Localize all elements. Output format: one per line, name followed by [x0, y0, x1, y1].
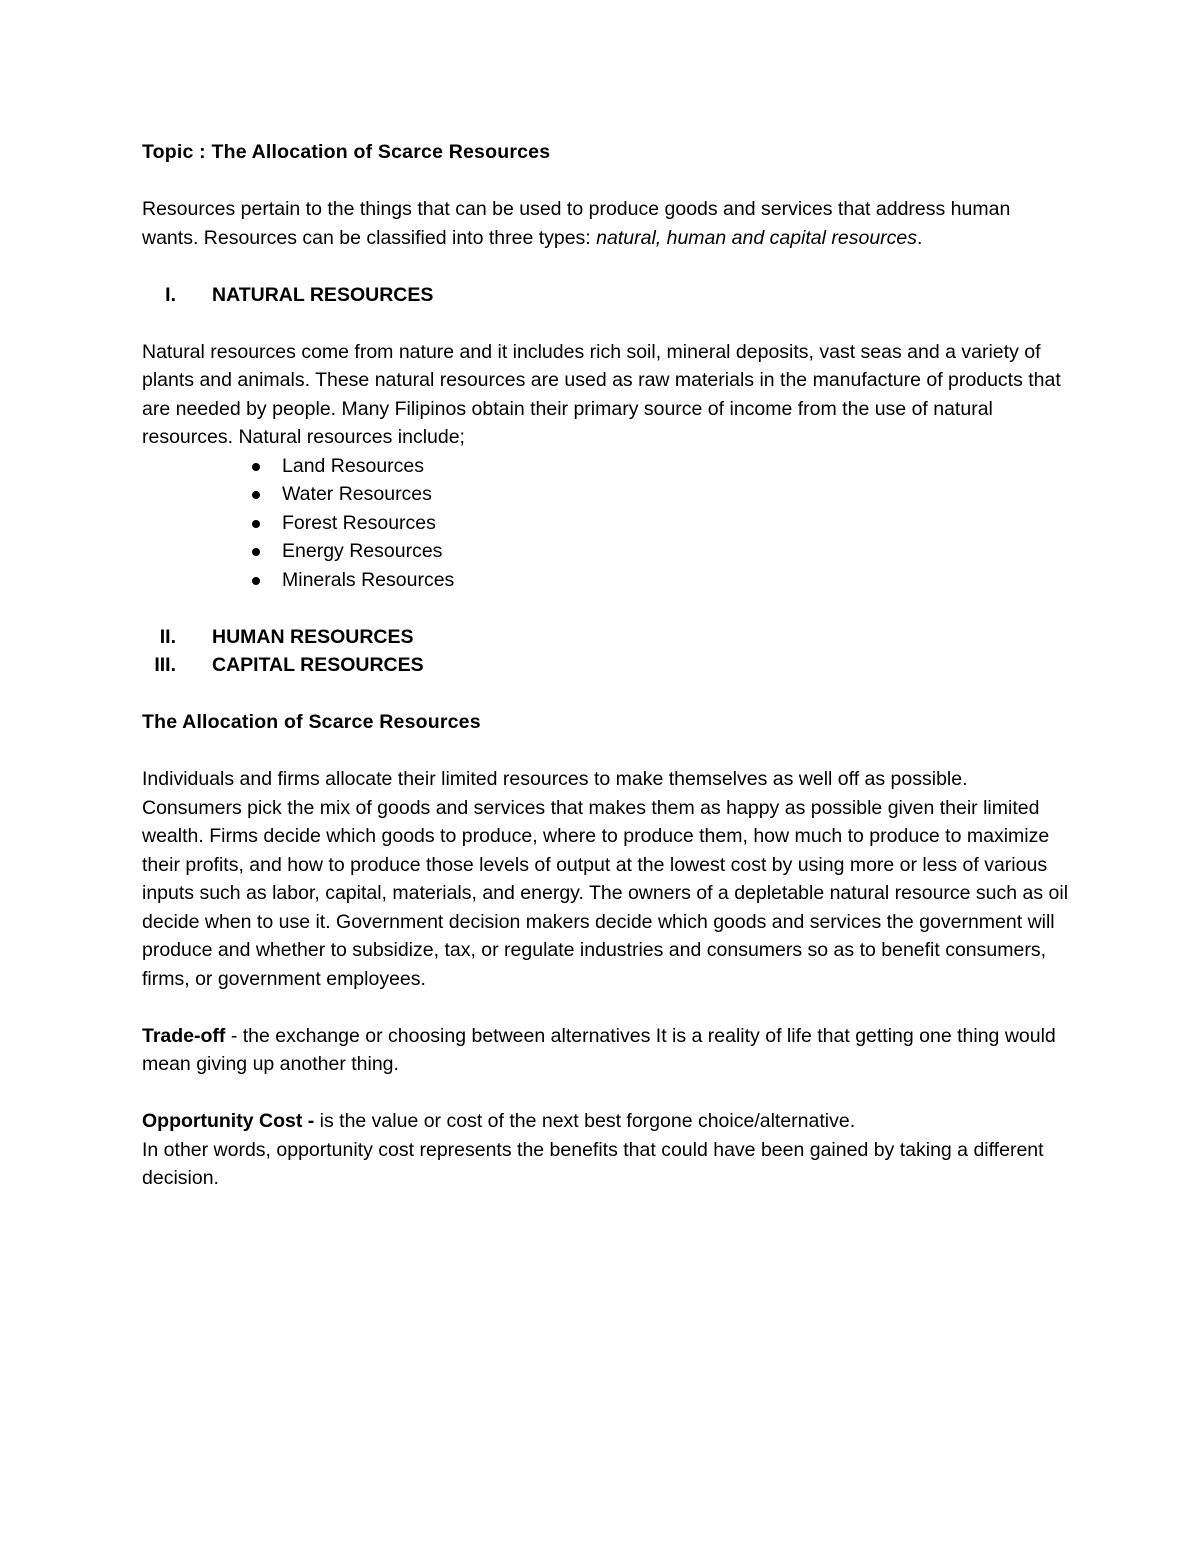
- allocation-heading: The Allocation of Scarce Resources: [142, 711, 481, 733]
- intro-italic-types: natural, human and capital resources: [596, 226, 918, 249]
- tradeoff-term: Trade-off: [142, 1024, 226, 1047]
- natural-resources-paragraph: Natural resources come from nature and it includes rich soil, mineral deposits, vast seas and a variety of plants and animals. These natural resources are used as raw materials in the manufacture of products that are needed by people. Many Filipinos obtain their primary source of income from the use of natural resources. Natural resources include;: [142, 340, 1061, 448]
- section-heading-human: [142, 623, 1072, 652]
- section-heading-natural: [142, 281, 1072, 310]
- list-item-label: Water Resources: [282, 483, 432, 505]
- opportunity-cost-term: Opportunity Cost -: [142, 1110, 315, 1132]
- spacer: [142, 594, 1072, 623]
- bullet-icon: [252, 548, 260, 556]
- bullet-icon: [252, 463, 260, 471]
- list-item: [142, 566, 1072, 595]
- spacer: [142, 993, 1072, 1022]
- spacer: [142, 680, 1072, 709]
- section-numeral: II.: [159, 625, 176, 648]
- topic-title: Topic : The Allocation of Scarce Resources: [142, 141, 551, 163]
- bullet-icon: [252, 520, 260, 528]
- spacer: [142, 737, 1072, 766]
- list-item: [142, 452, 1072, 481]
- list-item-label: Forest Resources: [282, 511, 436, 534]
- bullet-icon: [252, 577, 260, 585]
- spacer: [142, 252, 1072, 281]
- spacer: [142, 309, 1072, 338]
- list-item-label: Minerals Resources: [282, 568, 455, 591]
- section-list-2: [142, 623, 1072, 680]
- opportunity-cost-followup: In other words, opportunity cost represents the benefits that could have been gained by taking a different decision.: [142, 1138, 1044, 1189]
- allocation-paragraph: Individuals and firms allocate their limited resources to make themselves as well off as possible. Consumers pick the mix of goods and services that makes them as happy as possible given their limited wealth. Firms decide which goods to produce, where to produce them, how much to produce to maximize their profits, and how to produce those levels of output at the lowest cost by using more or less of various inputs such as labor, capital, materials, and energy. The owners of a depletable natural resource such as oil decide when to use it. Government decision makers decide which goods and services the government will produce and whether to subsidize, tax, or regulate industries and consumers so as to benefit consumers, firms, or government employees.: [142, 768, 1069, 990]
- opportunity-cost-definition: [142, 1107, 1072, 1136]
- document-body: [142, 138, 1072, 1193]
- list-item: [142, 480, 1072, 509]
- section-numeral: III.: [154, 654, 176, 676]
- tradeoff-definition: [142, 1022, 1072, 1079]
- section-numeral: I.: [165, 283, 176, 306]
- intro-text-end: .: [917, 226, 923, 249]
- list-item: [142, 537, 1072, 566]
- spacer: [142, 1079, 1072, 1108]
- list-item: [142, 509, 1072, 538]
- section-heading-capital: [142, 651, 1072, 680]
- spacer: [142, 167, 1072, 196]
- intro-paragraph: [142, 195, 1072, 252]
- intro-text: Resources pertain to the things that can be used to produce goods and services that address human wants. Resources can be classified into three types:: [142, 198, 1011, 249]
- section-list-1: [142, 281, 1072, 310]
- opportunity-cost-text: is the value or cost of the next best forgone choice/alternative.: [314, 1110, 856, 1132]
- tradeoff-text: - the exchange or choosing between alternatives It is a reality of life that getting one thing would mean giving up another thing.: [142, 1024, 1056, 1075]
- natural-resources-list: [142, 452, 1072, 595]
- bullet-icon: [252, 491, 260, 499]
- section-heading-text: CAPITAL RESOURCES: [212, 654, 424, 676]
- list-item-label: Land Resources: [282, 454, 425, 477]
- section-heading-text: HUMAN RESOURCES: [212, 625, 414, 648]
- section-heading-text: NATURAL RESOURCES: [212, 283, 434, 306]
- list-item-label: Energy Resources: [282, 540, 443, 562]
